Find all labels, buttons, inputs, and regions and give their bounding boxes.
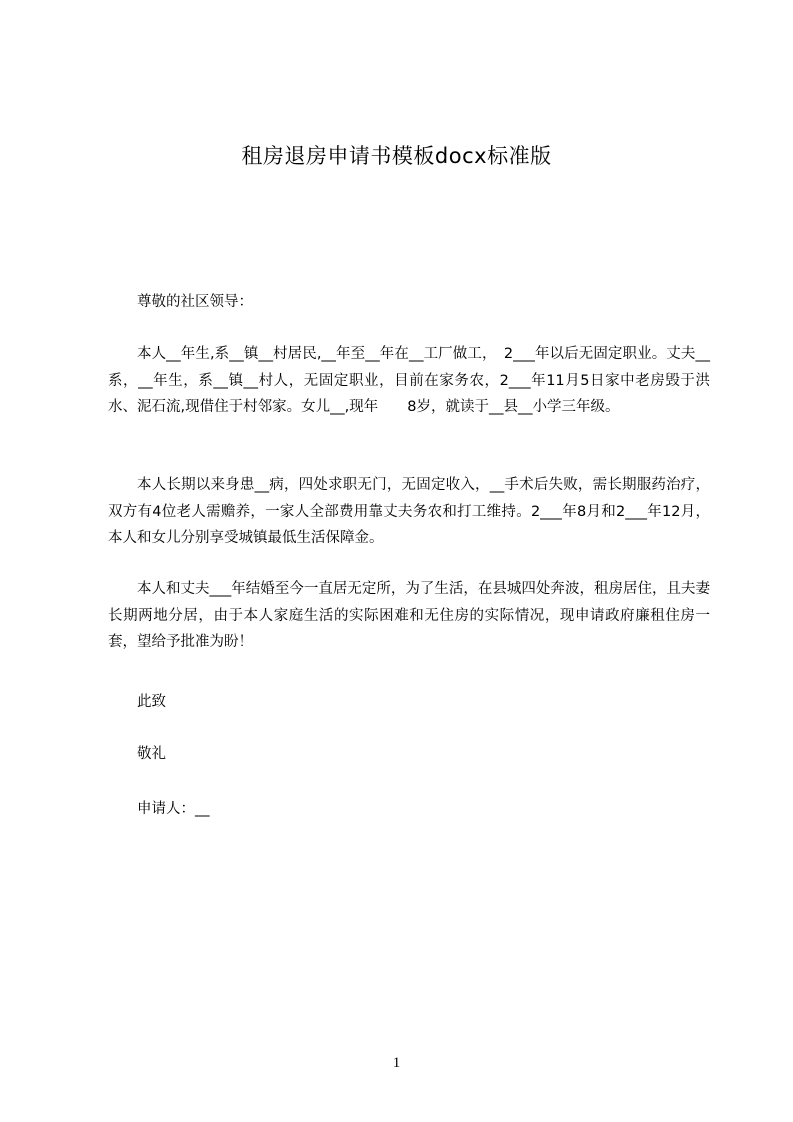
salutation: 尊敬的社区领导：: [137, 294, 253, 310]
applicant-signature-line: 申请人：__: [137, 801, 210, 817]
paragraph-personal-info: 本人__年生,系__镇__村居民,__年至__年在__工厂做工， 2___年以后无固定职业。丈夫__系，__年生，系__镇__村人，无固定职业，目前在家务农，2___年11月5日家中老房毁于洪水、泥石流,现借住于村邻家。女儿__,现年 8岁，就读于__县__小学三年级。: [108, 346, 710, 415]
paragraph-request: 本人和丈夫___年结婚至今一直居无定所，为了生活，在县城四处奔波，租房居住，且夫妻长期两地分居，由于本人家庭生活的实际困难和无住房的实际情况，现申请政府廉租住房一套，望给予批准为盼！: [108, 581, 710, 650]
closing-phrase: 此致: [137, 694, 166, 710]
closing-salute: 敬礼: [137, 746, 166, 762]
document-title: 租房退房申请书模板docx标准版: [241, 144, 552, 168]
paragraph-health-income: 本人长期以来身患__病，四处求职无门，无固定收入，__手术后失败，需长期服药治疗，双方有4位老人需赡养，一家人全部费用靠丈夫务农和打工维持。2___年8月和2___年12月，本人和女儿分别享受城镇最低生活保障金。: [108, 477, 710, 546]
page-number: 1: [392, 1055, 401, 1071]
